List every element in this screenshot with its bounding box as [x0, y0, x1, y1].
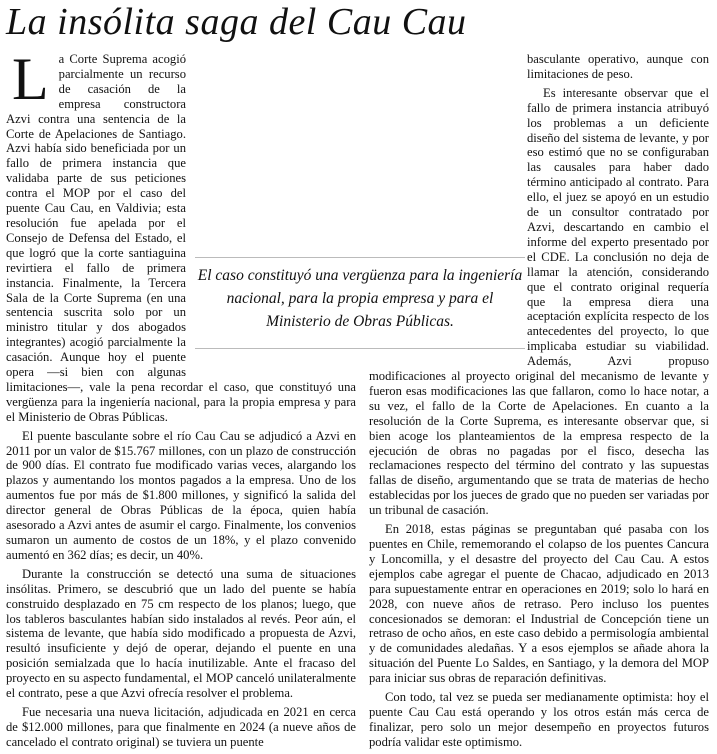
- article-title: La insólita saga del Cau Cau: [6, 1, 467, 43]
- right-column: [369, 52, 709, 754]
- paragraph-6: Es interesante observar que el fallo de primera instancia atribuyó los problemas a un deficiente diseño del sistema de levante, y por eso estimó que no se configuraban las causales para haber dado término anticipado al contrato. Para ello, el juez se apoyó en un estudio de un consultor contratado por Azvi, descartando en cambio el informe del experto presentado por el CDE. La conclusión no deja de llamar la atención, considerando que el contrato original requería que la empresa diera una aceptación explícita respecto de los antecedentes del proyecto, lo que implicaba estudiar su viabilidad. Además, Azvi propuso modificaciones al proyecto original del mecanismo de levante y fueron esas modificaciones las que fallaron, como lo hace notar, a su vez, el fallo de la Corte de Apelaciones. En cuanto a la resolución de la Corte Suprema, es interesante observar que, si bien acoge los planteamientos de la empresa respecto de la ejecución de obras no pagadas por el fisco, desecha las reclamaciones respecto del término del contrato y las supuestas fallas de diseño, argumentando que se trata de materias de hecho establecidas por los jueces de grado que no pueden ser variadas por un tribunal de casación.: [369, 85, 709, 518]
- paragraph-3: Durante la construcción se detectó una suma de situaciones insólitas. Primero, se descubrió que un lado del puente se había construido desplazado en 75 cm respecto de los planos; luego, que los tableros basculantes habían sido instalados al revés. Peor aún, el sistema de levante, que había sido modificado a propuesta de Azvi, resultó insuficiente y dejó de operar, dejando el puente en una posición semialzada que lo hacía inutilizable. Ante el fracaso del proyecto en su aspecto fundamental, el MOP canceló unilateralmente el contrato, pese a que Azvi ofrecía resolver el problema.: [6, 566, 356, 701]
- paragraph-1-text: a Corte Suprema acogió parcialmente un recurso de casación de la empresa constructora Azvi contra una sentencia de la Corte de Apelaciones de Santiago. Azvi había sido beneficiada por un fallo de primera instancia que validaba parte de sus peticiones contra el MOP por el caso del puente Cau Cau, en Valdivia; esta resolución fue apelada por el Consejo de Defensa del Estado, el que logró que la corte santiaguina revirtiera el fallo de primera instancia. Finalmente, la Tercera Sala de la Corte Suprema (en una sentencia suscrita solo por un ministro titular y dos abogados integrantes) acogió parcialmente la casación. Aunque hoy el puente opera —si bien con algunas limitaciones—, vale la pena recordar el caso, que constituyó una vergüenza para la ingeniería nacional, para la propia empresa y para el Ministerio de Obras Públicas.: [6, 52, 356, 424]
- paragraph-8: Con todo, tal vez se pueda ser medianamente optimista: hoy el puente Cau Cau está operando y los otros están más cerca de finalizar, pero solo un mejor desempeño en proyectos futuros podría validar este optimismo.: [369, 690, 709, 749]
- pull-quote: El caso constituyó una vergüenza para la ingeniería nacional, para la propia empresa y para el Ministerio de Obras Públicas.: [195, 257, 525, 349]
- drop-cap: L: [12, 46, 49, 112]
- paragraph-4: Fue necesaria una nueva licitación, adjudicada en 2021 en cerca de $12.000 millones, para que finalmente en 2024 (a nueve años de cancelado el contrato original) se tuviera un puente: [6, 704, 356, 749]
- paragraph-7: En 2018, estas páginas se preguntaban qué pasaba con los puentes en Chile, rememorando el colapso de los puentes Cancura y Loncomilla, y el desastre del proyecto del Cau Cau. A estos ejemplos cabe agregar el puente de Chacao, adjudicado en 2013 para supuestamente entrar en operaciones en 2019; solo lo hará en 2028, con nueve años de retraso. Pero incluso los puentes concesionados se demoran: el Industrial de Concepción tiene un retraso de ocho años, en este caso debido a permisología ambiental y de comunidades aledañas. Y a esos ejemplos se añade ahora la situación del Puente Lo Saldes, en Santiago, y la demora del MOP para iniciar sus obras de reparación definitivas.: [369, 522, 709, 686]
- left-column: [6, 46, 356, 754]
- paragraph-2: El puente basculante sobre el río Cau Cau se adjudicó a Azvi en 2011 por un valor de $15.767 millones, con un plazo de construcción de 900 días. El contrato fue modificado varias veces, alargando los plazos y aumentando los montos pagados a la empresa. Uno de los aumentos fue por más de $1.800 millones, y significó la salida del director general de Obras Públicas de la época, quien había asesorado a Azvi antes de asumir el cargo. Finalmente, los convenios sumaron un aumento de costos de un 18%, y el plazo convenido aumentó en 362 días; es decir, un 40%.: [6, 428, 356, 562]
- paragraph-5: basculante operativo, aunque con limitaciones de peso.: [527, 52, 709, 81]
